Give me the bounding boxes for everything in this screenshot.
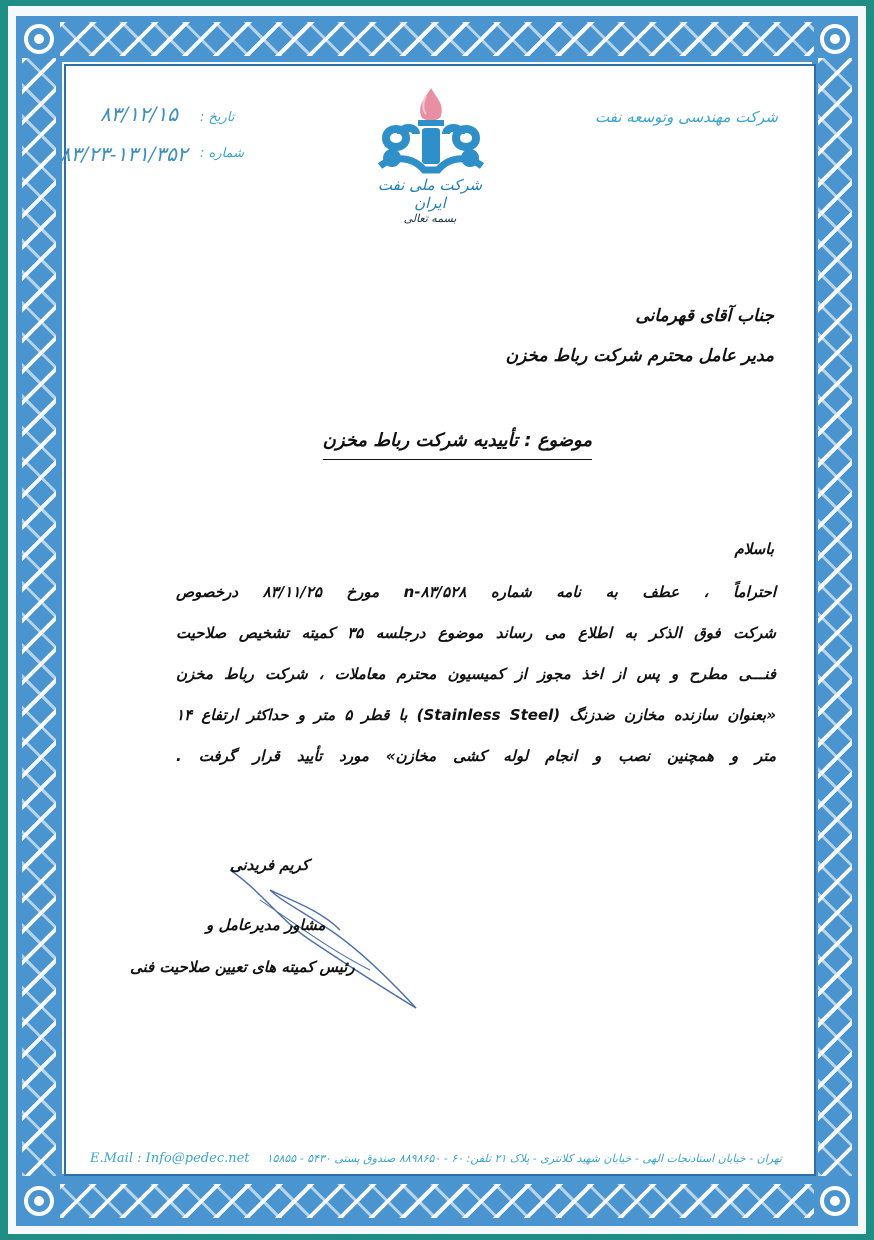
date-label: تاریخ : [200,110,235,125]
corner-ornament-icon [820,24,850,54]
body-line: شرکت فوق الذکر به اطلاع می رساند موضوع درجلسه ۳۵ کمیته تشخیص صلاحیت [176,624,776,642]
rope-pattern-bottom [60,1184,814,1218]
rope-pattern-top [60,22,814,56]
signatory-title-1: مشاور مدیرعامل و [206,916,326,934]
body-line: «بعنوان سازنده مخازن ضدزنگ (Stainless Steel) با قطر ۵ متر و حداکثر ارتفاع ۱۴ [176,706,776,724]
footer-address: تهران - خیابان استادنجات الهی - خیابان شهید کلانتری - پلاک ۲۱ تلفن: ۶۰ - ۸۸۹۸۶۵۰ صندوق پستی ۵۴۳۰ - ۱۵۸۵۵ [266,1152,782,1165]
signatory-name: کریم فریدنی [230,856,309,874]
date-value: ۸۳/۱۲/۱۵ [100,102,178,126]
letter-body [176,572,776,777]
corner-ornament-icon [24,1186,54,1216]
recipient-title: مدیر عامل محترم شرکت رباط مخزن [505,346,774,366]
footer-email: E.Mail : Info@pedec.net [90,1151,250,1166]
body-line: احتراماً ، عطف به نامه شماره ۸۳/۵۲۸-n مورخ ۸۳/۱۱/۲۵ درخصوص [176,583,776,601]
bismillah-heading: بسمه تعالی [403,212,457,225]
corner-ornament-icon [820,1186,850,1216]
signatory-title-2: رئیس کمیته های تعیین صلاحیت فنی [130,958,355,976]
body-line: فنـــی مطرح و پس از اخذ مجوز از کمیسیون محترم معاملات ، شرکت رباط مخزن [176,665,776,683]
body-line: متر و همچنین نصب و انجام لوله کشی مخازن» مورد تأیید قرار گرفت . [176,747,776,765]
recipient-name: جناب آقای قهرمانی [635,306,774,326]
handwritten-signature [220,860,440,1020]
company-name-header: شرکت مهندسی وتوسعه نفت [595,108,778,126]
rope-pattern-left [22,58,56,1176]
rope-pattern-right [818,58,852,1176]
greeting: باسلام [734,540,774,558]
logo-caption: شرکت ملی نفت ایران [377,176,483,212]
letter-subject: موضوع : تأییدیه شرکت رباط مخزن [323,430,592,460]
number-value: ۸۳/۲۳-۱۳۱/۳۵۲ [60,142,188,166]
number-label: شماره : [200,146,244,161]
corner-ornament-icon [24,24,54,54]
